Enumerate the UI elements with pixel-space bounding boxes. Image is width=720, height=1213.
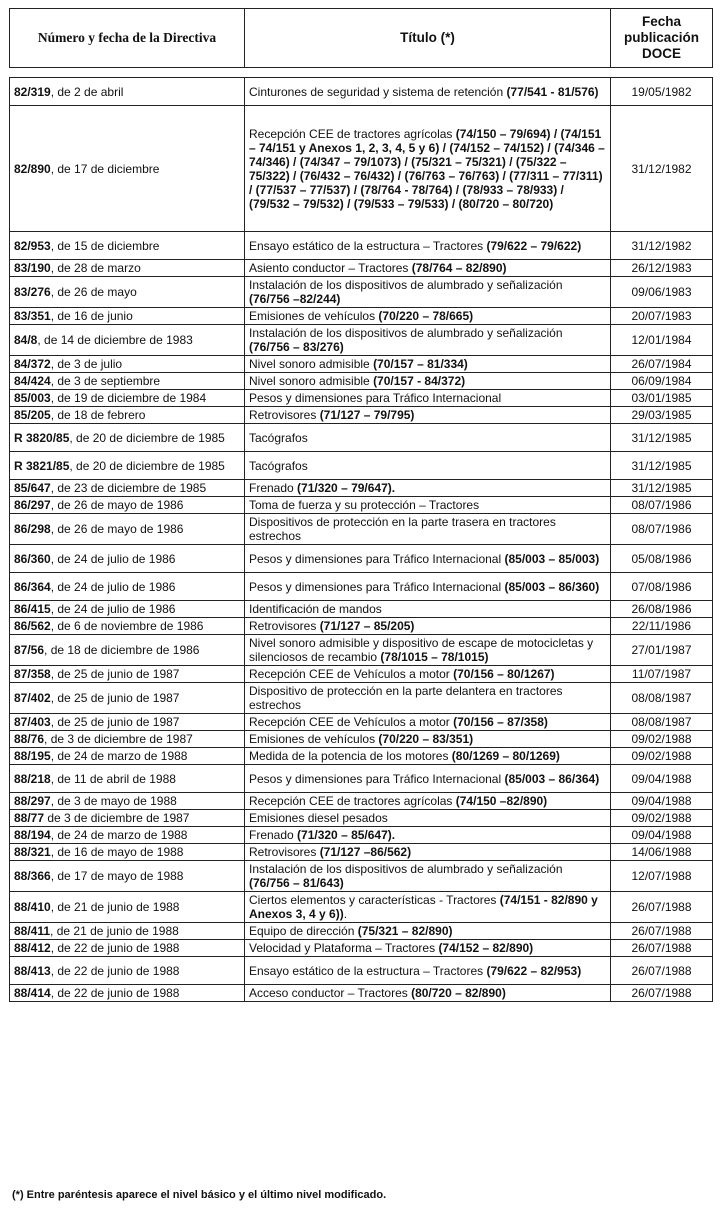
directive-number-date [10, 748, 245, 765]
title-text: Equipo de dirección [249, 924, 358, 938]
table-row [10, 985, 713, 1002]
directive-number-date [10, 373, 245, 390]
table-row [10, 810, 713, 827]
directive-number-date [10, 892, 245, 923]
title-text: Dispositivo de protección en la parte delantera en tractores estrechos [249, 684, 563, 712]
directive-date: , de 15 de diciembre [50, 238, 160, 253]
directive-number-date [10, 424, 245, 452]
publication-date: 26/07/1984 [611, 356, 713, 373]
publication-date: 09/06/1983 [611, 277, 713, 308]
directive-date: , de 11 de abril de 1988 [50, 771, 176, 786]
title-reference: (71/320 – 85/647). [297, 828, 396, 842]
publication-date: 12/01/1984 [611, 325, 713, 356]
title-text: Recepción CEE de Vehículos a motor [249, 667, 454, 681]
directive-title [245, 106, 611, 232]
table-row [10, 765, 713, 793]
directive-title [245, 892, 611, 923]
directive-number: 86/360 [14, 551, 51, 566]
title-reference: (71/127 – 79/795) [319, 408, 415, 422]
directive-title [245, 573, 611, 601]
title-reference: (80/720 – 82/890) [411, 986, 506, 1000]
title-text: Acceso conductor – Tractores [249, 986, 412, 1000]
directive-number-date [10, 106, 245, 232]
title-reference: (70/220 – 78/665) [378, 309, 474, 323]
publication-date: 06/09/1984 [611, 373, 713, 390]
table-row [10, 666, 713, 683]
title-text: Identificación de mandos [249, 602, 382, 616]
title-text: Instalación de los dispositivos de alumbrado y señalización [249, 862, 563, 876]
directive-number: 88/366 [14, 869, 51, 883]
publication-date: 26/07/1988 [611, 923, 713, 940]
directive-date: , de 21 de junio de 1988 [50, 924, 179, 938]
directive-title [245, 957, 611, 985]
directive-title [245, 601, 611, 618]
title-reference: (75/321 – 82/890) [357, 924, 453, 938]
publication-date: 09/04/1988 [611, 827, 713, 844]
directive-title [245, 923, 611, 940]
directive-number: 88/412 [14, 941, 51, 955]
directive-number-date [10, 714, 245, 731]
directive-number-date [10, 985, 245, 1002]
header-date-line2: publicación [623, 30, 699, 45]
directive-number-date [10, 452, 245, 480]
directive-title [245, 78, 611, 106]
title-text: Pesos y dimensiones para Tráfico Internacional [249, 391, 502, 405]
publication-date: 26/07/1988 [611, 957, 713, 985]
title-text: Tacógrafos [249, 430, 308, 445]
title-reference: (74/152 – 82/890) [438, 941, 534, 955]
title-reference: (70/157 – 81/334) [373, 357, 468, 371]
title-text: Pesos y dimensiones para Tráfico Internacional [249, 771, 505, 786]
title-reference: (71/127 –86/562) [319, 845, 412, 859]
directive-number: 88/76 [14, 732, 45, 746]
title-text: Ciertos elementos y características - Tractores [249, 893, 500, 907]
directive-number: 83/190 [14, 261, 51, 275]
directive-title [245, 325, 611, 356]
publication-date: 26/12/1983 [611, 260, 713, 277]
publication-date: 31/12/1985 [611, 480, 713, 497]
title-text: Retrovisores [249, 408, 320, 422]
directive-date: , de 3 de julio [50, 357, 123, 371]
title-reference: (74/150 –82/890) [455, 794, 548, 808]
title-text: Ensayo estático de la estructura – Tractores [249, 238, 487, 253]
directive-title [245, 666, 611, 683]
directive-title [245, 373, 611, 390]
title-text: Recepción CEE de tractores agrícolas [249, 794, 456, 808]
title-text: Instalación de los dispositivos de alumbrado y señalización [249, 326, 563, 340]
directive-number: 87/403 [14, 715, 51, 729]
title-text: . [343, 907, 348, 921]
directive-number-date [10, 573, 245, 601]
publication-date: 09/02/1988 [611, 731, 713, 748]
directive-date: , de 2 de abril [50, 84, 124, 99]
directive-date: , de 24 de julio de 1986 [50, 551, 176, 566]
publication-date: 31/12/1985 [611, 424, 713, 452]
directives-table [9, 77, 713, 1002]
table-row [10, 635, 713, 666]
directive-title [245, 480, 611, 497]
directive-title [245, 940, 611, 957]
title-text: Emisiones de vehículos [249, 732, 379, 746]
directive-number: 84/8 [14, 333, 38, 347]
directive-title [245, 827, 611, 844]
directive-date: , de 18 de diciembre de 1986 [44, 643, 200, 657]
directive-number-date [10, 545, 245, 573]
title-reference: (80/1269 – 80/1269) [451, 749, 560, 763]
publication-date: 09/02/1988 [611, 748, 713, 765]
title-text: Recepción CEE de tractores agrícolas [249, 126, 456, 141]
table-row [10, 373, 713, 390]
publication-date: 09/04/1988 [611, 793, 713, 810]
directive-date: , de 3 de diciembre de 1987 [44, 732, 193, 746]
table-row [10, 714, 713, 731]
directive-title [245, 452, 611, 480]
directive-number-date [10, 731, 245, 748]
title-text: Frenado [249, 828, 298, 842]
title-text: Nivel sonoro admisible [249, 374, 374, 388]
directive-number: 84/372 [14, 357, 51, 371]
directive-title [245, 390, 611, 407]
title-text: Nivel sonoro admisible [249, 357, 374, 371]
table-row [10, 106, 713, 232]
table-row [10, 78, 713, 106]
directive-number-date [10, 514, 245, 545]
directive-date: , de 24 de marzo de 1988 [50, 828, 188, 842]
publication-date: 31/12/1982 [611, 232, 713, 260]
directive-date: , de 28 de marzo [50, 261, 141, 275]
directive-title [245, 985, 611, 1002]
header-table [9, 8, 713, 68]
publication-date: 08/07/1986 [611, 497, 713, 514]
directive-title [245, 683, 611, 714]
directive-number: R 3820/85 [14, 430, 70, 445]
publication-date: 09/04/1988 [611, 765, 713, 793]
publication-date: 26/07/1988 [611, 985, 713, 1002]
publication-date: 26/07/1988 [611, 940, 713, 957]
directive-number: 86/562 [14, 619, 51, 633]
directive-date: , de 16 de junio [50, 309, 133, 323]
publication-date: 29/03/1985 [611, 407, 713, 424]
directive-date: , de 22 de junio de 1988 [50, 963, 180, 978]
header-number-date: Número y fecha de la Directiva [10, 9, 245, 68]
directive-title [245, 731, 611, 748]
publication-date: 31/12/1985 [611, 452, 713, 480]
table-row [10, 861, 713, 892]
table-row [10, 232, 713, 260]
publication-date: 09/02/1988 [611, 810, 713, 827]
title-text: Ensayo estático de la estructura – Tractores [249, 963, 487, 978]
directive-number-date [10, 635, 245, 666]
directive-date: , de 6 de noviembre de 1986 [50, 619, 204, 633]
directive-number: R 3821/85 [14, 458, 70, 473]
table-row [10, 390, 713, 407]
directive-number-date [10, 618, 245, 635]
title-reference: (71/320 – 79/647). [297, 481, 396, 495]
title-reference: (85/003 – 85/003) [504, 551, 600, 566]
directive-title [245, 232, 611, 260]
directive-number-date [10, 325, 245, 356]
directive-date: , de 25 de junio de 1987 [50, 667, 180, 681]
title-text: Asiento conductor – Tractores [249, 261, 412, 275]
title-reference: (79/622 – 82/953) [486, 963, 582, 978]
title-text: Toma de fuerza y su protección – Tractores [249, 498, 480, 512]
directive-number-date [10, 957, 245, 985]
table-row [10, 407, 713, 424]
directive-number-date [10, 497, 245, 514]
directive-number: 85/647 [14, 481, 51, 495]
table-row [10, 923, 713, 940]
directive-number-date [10, 923, 245, 940]
title-reference: (74/150 – 79/694) / (74/151 – 74/151 y Anexos 1, 2, 3, 4, 5 y 6) / (74/152 – 74/152) / (74/346 – 74/346) / (74/347 – 79/1073) / (75/321 – 75/321) / (75/322 – 75/322) / (76/432 – 76/432) / (76/763 – 76/763) / (77/311 – 77/311) / (77/537 – 77/537) / (78/764 - 78/764) / (78/933 – 78/933) / (79/532 – 79/532) / (79/533 – 79/533) / (80/720 – 80/720) [249, 126, 605, 211]
header-date-line3: DOCE [641, 46, 681, 61]
directive-number: 88/195 [14, 749, 51, 763]
directive-number: 88/77 [14, 811, 45, 825]
publication-date: 14/06/1988 [611, 844, 713, 861]
directive-number-date [10, 277, 245, 308]
directive-date: , de 24 de julio de 1986 [50, 579, 176, 594]
directive-number: 86/364 [14, 579, 51, 594]
directive-date: , de 25 de junio de 1987 [50, 715, 180, 729]
title-reference: (77/541 - 81/576) [506, 84, 599, 99]
title-text: Instalación de los dispositivos de alumbrado y señalización [249, 278, 563, 292]
directive-number-date [10, 940, 245, 957]
title-reference: (74/151 - 82/890 y Anexos 3, 4 y 6)) [249, 893, 598, 921]
title-reference: (70/157 - 84/372) [373, 374, 466, 388]
title-reference: (70/156 – 87/358) [453, 715, 548, 729]
directive-number-date [10, 260, 245, 277]
publication-date: 20/07/1983 [611, 308, 713, 325]
directive-title [245, 618, 611, 635]
directive-number-date [10, 407, 245, 424]
directive-title [245, 545, 611, 573]
title-reference: (78/764 – 82/890) [411, 261, 507, 275]
publication-date: 03/01/1985 [611, 390, 713, 407]
title-text: Nivel sonoro admisible y dispositivo de escape de motocicletas y silenciosos de recambio [249, 636, 594, 664]
directive-date: , de 25 de junio de 1987 [50, 691, 180, 705]
directive-number: 88/194 [14, 828, 51, 842]
table-row [10, 480, 713, 497]
directive-number-date [10, 356, 245, 373]
directive-number: 85/003 [14, 391, 51, 405]
directive-date: , de 22 de junio de 1988 [50, 986, 180, 1000]
directive-date: , de 17 de mayo de 1988 [50, 869, 184, 883]
publication-date: 07/08/1986 [611, 573, 713, 601]
table-row [10, 452, 713, 480]
directive-title [245, 424, 611, 452]
directive-title [245, 810, 611, 827]
directive-number: 85/205 [14, 408, 51, 422]
header-title: Título (*) [245, 9, 611, 68]
directive-number: 87/402 [14, 691, 51, 705]
title-reference: (76/756 – 83/276) [249, 340, 344, 354]
directive-number: 83/351 [14, 309, 51, 323]
directive-number: 88/218 [14, 771, 51, 786]
directive-number: 88/411 [14, 924, 51, 938]
table-row [10, 957, 713, 985]
directive-title [245, 861, 611, 892]
title-reference: (78/1015 – 78/1015) [380, 650, 489, 664]
directive-date: , de 21 de junio de 1988 [50, 900, 180, 914]
directive-number-date [10, 601, 245, 618]
directive-number: 88/414 [14, 986, 51, 1000]
publication-date: 31/12/1982 [611, 106, 713, 232]
directive-date: , de 17 de diciembre [50, 161, 160, 176]
table-row [10, 573, 713, 601]
directive-title [245, 514, 611, 545]
directive-number-date [10, 78, 245, 106]
directive-number-date [10, 232, 245, 260]
table-row [10, 308, 713, 325]
title-text: Dispositivos de protección en la parte trasera en tractores estrechos [249, 515, 556, 543]
table-row [10, 793, 713, 810]
title-reference: (76/756 – 81/643) [249, 876, 344, 890]
title-reference: (70/220 – 83/351) [378, 732, 474, 746]
directive-date: , de 14 de diciembre de 1983 [37, 333, 193, 347]
table-row [10, 618, 713, 635]
directive-date: , de 20 de diciembre de 1985 [69, 458, 225, 473]
title-text: Pesos y dimensiones para Tráfico Internacional [249, 551, 505, 566]
directive-title [245, 765, 611, 793]
directive-date: , de 19 de diciembre de 1984 [50, 391, 207, 405]
directive-number-date [10, 765, 245, 793]
directive-number-date [10, 827, 245, 844]
directive-number-date [10, 793, 245, 810]
directive-number: 83/276 [14, 285, 51, 299]
directive-number: 87/358 [14, 667, 51, 681]
table-row [10, 325, 713, 356]
directive-date: , de 3 de septiembre [50, 374, 161, 388]
table-row [10, 277, 713, 308]
publication-date: 08/07/1986 [611, 514, 713, 545]
publication-date: 22/11/1986 [611, 618, 713, 635]
title-text: Frenado [249, 481, 298, 495]
directive-number-date [10, 308, 245, 325]
directive-number: 87/56 [14, 643, 45, 657]
directive-number: 88/410 [14, 900, 51, 914]
directive-number: 88/413 [14, 963, 51, 978]
table-row [10, 940, 713, 957]
directive-number-date [10, 390, 245, 407]
table-row [10, 356, 713, 373]
directive-date: , de 18 de febrero [50, 408, 146, 422]
publication-date: 08/08/1987 [611, 714, 713, 731]
directive-title [245, 714, 611, 731]
table-row [10, 844, 713, 861]
header-row [10, 9, 713, 68]
table-row [10, 601, 713, 618]
publication-date: 05/08/1986 [611, 545, 713, 573]
title-text: Retrovisores [249, 619, 320, 633]
publication-date: 12/07/1988 [611, 861, 713, 892]
publication-date: 19/05/1982 [611, 78, 713, 106]
publication-date: 11/07/1987 [611, 666, 713, 683]
table-row [10, 731, 713, 748]
directive-number-date [10, 844, 245, 861]
directive-number-date [10, 861, 245, 892]
title-reference: (71/127 – 85/205) [319, 619, 415, 633]
directive-number: 86/297 [14, 498, 51, 512]
directive-date: , de 26 de mayo de 1986 [50, 522, 184, 536]
table-row [10, 827, 713, 844]
directive-number: 86/298 [14, 522, 51, 536]
directive-number: 82/319 [14, 84, 51, 99]
directive-title [245, 635, 611, 666]
directive-title [245, 407, 611, 424]
table-row [10, 545, 713, 573]
directive-title [245, 308, 611, 325]
directive-number-date [10, 683, 245, 714]
directive-date: , de 16 de mayo de 1988 [50, 845, 184, 859]
directive-number: 86/415 [14, 602, 51, 616]
table-row [10, 497, 713, 514]
table-row [10, 514, 713, 545]
title-text: Recepción CEE de Vehículos a motor [249, 715, 454, 729]
title-reference: (85/003 – 86/364) [504, 771, 600, 786]
publication-date: 26/08/1986 [611, 601, 713, 618]
directive-title [245, 844, 611, 861]
directive-title [245, 277, 611, 308]
directive-number: 88/321 [14, 845, 51, 859]
table-row [10, 748, 713, 765]
directive-number-date [10, 480, 245, 497]
directive-title [245, 497, 611, 514]
directive-number: 84/424 [14, 374, 51, 388]
title-reference: (79/622 – 79/622) [486, 238, 582, 253]
title-text: Retrovisores [249, 845, 320, 859]
directive-date: , de 26 de mayo de 1986 [50, 498, 184, 512]
directive-title [245, 748, 611, 765]
title-text: Emisiones diesel pesados [249, 811, 388, 825]
table-row [10, 683, 713, 714]
directive-date: , de 24 de marzo de 1988 [50, 749, 188, 763]
table-row [10, 424, 713, 452]
directive-date: , de 23 de diciembre de 1985 [50, 481, 207, 495]
title-text: Velocidad y Plataforma – Tractores [249, 941, 439, 955]
directive-title [245, 356, 611, 373]
directive-number-date [10, 666, 245, 683]
directive-number: 88/297 [14, 794, 51, 808]
directive-date: de 3 de diciembre de 1987 [44, 811, 190, 825]
directive-date: , de 24 de julio de 1986 [50, 602, 176, 616]
header-publication-date [611, 9, 713, 68]
title-text: Pesos y dimensiones para Tráfico Internacional [249, 579, 505, 594]
title-text: Tacógrafos [249, 458, 308, 473]
publication-date: 26/07/1988 [611, 892, 713, 923]
title-text: Emisiones de vehículos [249, 309, 379, 323]
directive-title [245, 260, 611, 277]
directive-number: 82/953 [14, 238, 51, 253]
directive-number: 82/890 [14, 161, 51, 176]
directive-title [245, 793, 611, 810]
table-row [10, 892, 713, 923]
footnote: (*) Entre paréntesis aparece el nivel básico y el último nivel modificado. [12, 1189, 387, 1201]
directive-number-date [10, 810, 245, 827]
table-row [10, 260, 713, 277]
directive-date: , de 22 de junio de 1988 [50, 941, 180, 955]
publication-date: 27/01/1987 [611, 635, 713, 666]
title-reference: (85/003 – 86/360) [504, 579, 600, 594]
title-text: Cinturones de seguridad y sistema de retención [249, 84, 507, 99]
title-reference: (70/156 – 80/1267) [453, 667, 555, 681]
publication-date: 08/08/1987 [611, 683, 713, 714]
directive-date: , de 26 de mayo [50, 285, 137, 299]
title-reference: (76/756 –82/244) [249, 292, 341, 306]
directive-date: , de 3 de mayo de 1988 [50, 794, 177, 808]
title-text: Medida de la potencia de los motores [249, 749, 452, 763]
header-date-line1: Fecha [641, 14, 682, 29]
directive-date: , de 20 de diciembre de 1985 [69, 430, 225, 445]
